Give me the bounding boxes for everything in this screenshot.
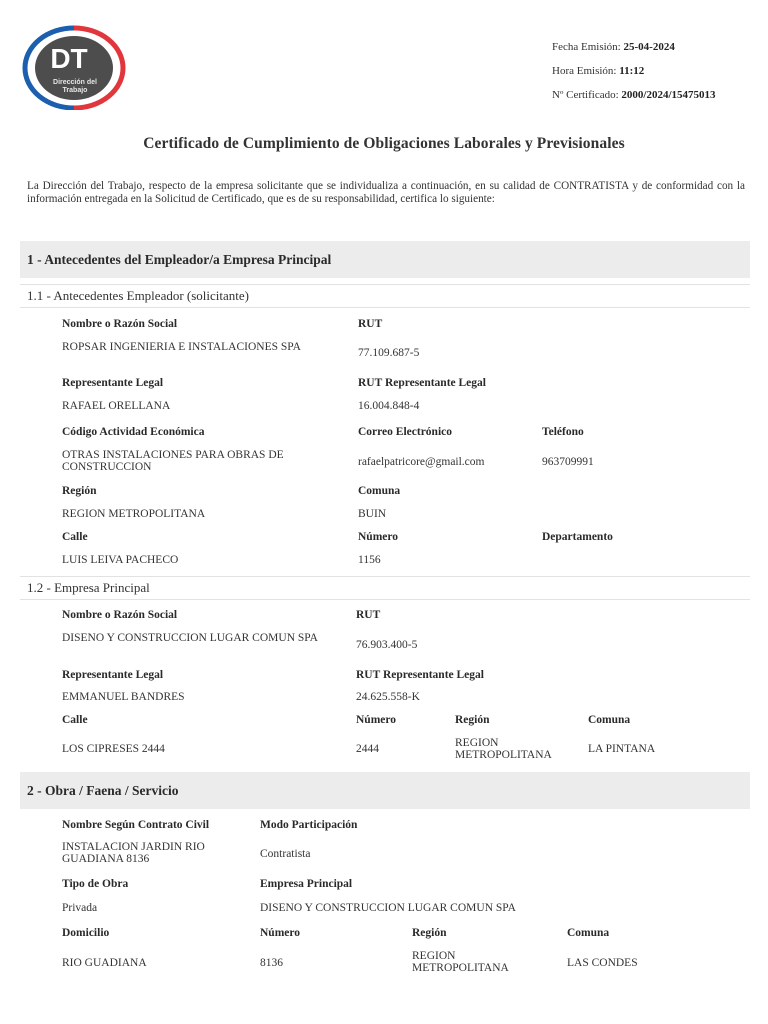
document-title: Certificado de Cumplimiento de Obligaciones Laborales y Previsionales (143, 135, 625, 152)
principal-region-label: Región (455, 714, 490, 726)
principal-rut-representante-label: RUT Representante Legal (356, 669, 484, 681)
tipo-obra-value: Privada (62, 902, 98, 914)
subsection-1-2-header: 1.2 - Empresa Principal (20, 576, 750, 600)
empresa-principal-label: Empresa Principal (260, 878, 353, 890)
razon-social-label: Nombre o Razón Social (62, 318, 178, 330)
correo-label: Correo Electrónico (358, 426, 452, 438)
principal-calle-value: LOS CIPRESES 2444 (62, 743, 165, 755)
principal-rut-value: 76.903.400-5 (356, 639, 418, 651)
direccion-del-trabajo-logo (22, 24, 126, 110)
principal-numero-label: Número (356, 714, 397, 726)
telefono-value: 963709991 (542, 456, 594, 468)
rut-representante-label: RUT Representante Legal (358, 377, 486, 389)
principal-representante-value: EMMANUEL BANDRES (62, 691, 185, 703)
modo-participacion-label: Modo Participación (260, 819, 358, 831)
subsection-1-1-header: 1.1 - Antecedentes Empleador (solicitante) (20, 284, 750, 308)
hora-emision: Hora Emisión: 11:12 (552, 65, 645, 77)
calle-value: LUIS LEIVA PACHECO (62, 554, 179, 566)
domicilio-value: RIO GUADIANA (62, 957, 147, 969)
telefono-label: Teléfono (542, 426, 584, 438)
comuna-label: Comuna (358, 485, 401, 497)
domicilio-label: Domicilio (62, 927, 110, 939)
actividad-economica-label: Código Actividad Económica (62, 426, 205, 438)
numero-label: Número (358, 531, 399, 543)
contrato-civil-label: Nombre Según Contrato Civil (62, 819, 210, 831)
departamento-label: Departamento (542, 531, 613, 543)
correo-value: rafaelpatricore@gmail.com (358, 456, 485, 468)
principal-calle-label: Calle (62, 714, 88, 726)
contrato-civil-value: INSTALACION JARDIN RIO GUADIANA 8136 (62, 841, 205, 865)
empresa-principal-value: DISENO Y CONSTRUCCION LUGAR COMUN SPA (260, 902, 516, 914)
actividad-economica-value: OTRAS INSTALACIONES PARA OBRAS DE CONSTRUCCION (62, 449, 284, 473)
region-value: REGION METROPOLITANA (62, 508, 206, 520)
obra-region-value: REGION METROPOLITANA (412, 950, 509, 974)
representante-legal-value: RAFAEL ORELLANA (62, 400, 171, 412)
numero-certificado: Nº Certificado: 2000/2024/15475013 (552, 89, 716, 101)
principal-razon-social-label: Nombre o Razón Social (62, 609, 178, 621)
logo-line-2: Trabajo (62, 87, 88, 94)
representante-legal-label: Representante Legal (62, 377, 164, 389)
rut-value: 77.109.687-5 (358, 347, 420, 359)
obra-numero-value: 8136 (260, 957, 283, 969)
obra-comuna-value: LAS CONDES (567, 957, 638, 969)
logo-letters: DT (50, 43, 88, 74)
principal-comuna-value: LA PINTANA (588, 743, 656, 755)
obra-region-label: Región (412, 927, 447, 939)
section-2-header: 2 - Obra / Faena / Servicio (20, 772, 750, 809)
principal-rut-label: RUT (356, 609, 381, 621)
logo-line-1: Dirección del (53, 79, 97, 86)
obra-comuna-label: Comuna (567, 927, 610, 939)
comuna-value: BUIN (358, 508, 387, 520)
section-1-header: 1 - Antecedentes del Empleador/a Empresa Principal (20, 241, 750, 278)
fecha-emision: Fecha Emisión: 25-04-2024 (552, 41, 675, 53)
region-label: Región (62, 485, 97, 497)
intro-paragraph: La Dirección del Trabajo, respecto de la empresa solicitante que se individualiza a continuación, en su calidad de CONTRATISTA y de conformidad con la información entregada en la Solicitud de Certificado, que es de su responsabilidad, certifica lo siguiente: (27, 180, 745, 205)
obra-numero-label: Número (260, 927, 301, 939)
principal-numero-value: 2444 (356, 743, 379, 755)
numero-value: 1156 (358, 554, 381, 566)
tipo-obra-label: Tipo de Obra (62, 878, 129, 890)
rut-label: RUT (358, 318, 383, 330)
principal-region-value: REGION METROPOLITANA (455, 737, 552, 761)
certificate-meta (552, 35, 716, 107)
principal-razon-social-value: DISENO Y CONSTRUCCION LUGAR COMUN SPA (62, 632, 318, 644)
principal-comuna-label: Comuna (588, 714, 631, 726)
modo-participacion-value: Contratista (260, 848, 311, 860)
rut-representante-value: 16.004.848-4 (358, 400, 420, 412)
principal-rut-representante-value: 24.625.558-K (356, 691, 420, 703)
principal-representante-label: Representante Legal (62, 669, 164, 681)
razon-social-value: ROPSAR INGENIERIA E INSTALACIONES SPA (62, 341, 301, 353)
calle-label: Calle (62, 531, 88, 543)
